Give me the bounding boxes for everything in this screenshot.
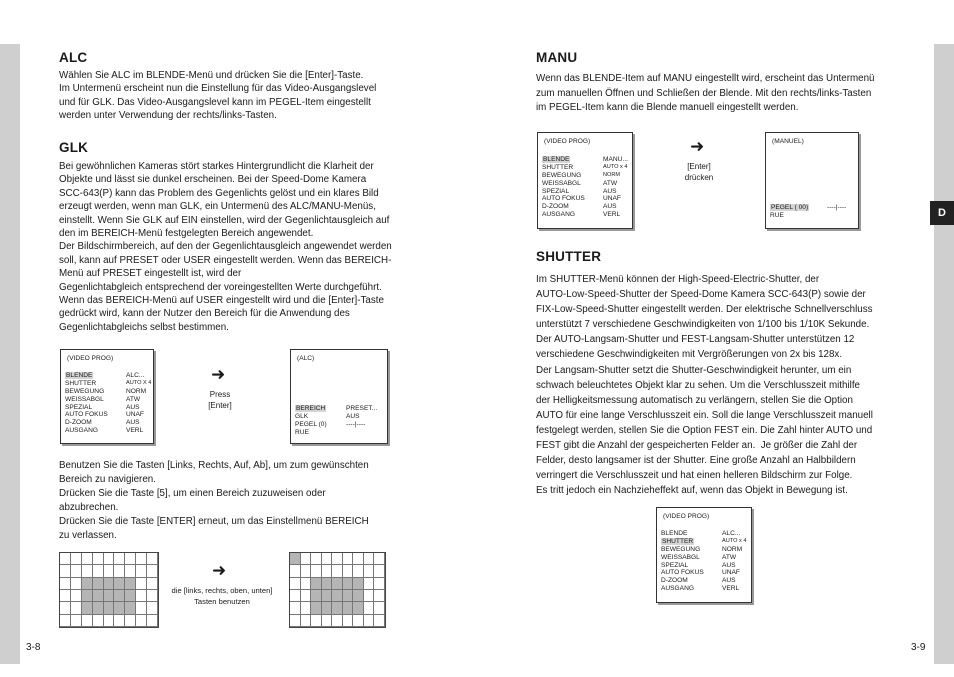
menu-title: (VIDEO PROG) (663, 513, 710, 520)
grid-cell-area (353, 590, 364, 602)
grid-cell-area (343, 602, 354, 614)
alc-submenu (290, 349, 388, 444)
menu-row (65, 427, 151, 435)
grid-cell (290, 615, 301, 627)
grid-cell-area (104, 590, 115, 602)
menu-key-highlighted: BLENDE (543, 156, 570, 163)
menu-row (661, 569, 746, 577)
grid-cell (322, 565, 333, 577)
grid-cell (71, 565, 82, 577)
menu-key: RUE (295, 428, 309, 436)
grid-cell (147, 565, 158, 577)
menu-key: BLENDE (661, 530, 688, 537)
menu-row (661, 538, 746, 546)
grid-cell-area (311, 578, 322, 590)
grid-cell (374, 602, 385, 614)
grid-cell-area (125, 578, 136, 590)
grid-cell (136, 565, 147, 577)
menu-row (542, 211, 628, 219)
menu-key: AUSGANG (542, 211, 575, 219)
grid-cell (136, 553, 147, 565)
grid-cell (147, 602, 158, 614)
menu-value: AUS (346, 412, 360, 420)
video-prog-menu-manu (537, 132, 633, 229)
menu-key: PEGEL (0) (295, 420, 327, 428)
grid-cell (332, 565, 343, 577)
grid-cell (374, 553, 385, 565)
menu-row (542, 156, 628, 164)
manuel-submenu (765, 132, 859, 229)
grid-cell (60, 590, 71, 602)
grid-cell (60, 553, 71, 565)
menu-key: AUTO FOKUS (661, 569, 704, 577)
grid-cell (374, 565, 385, 577)
grid-cell-area (114, 578, 125, 590)
menu-value: UNAF (126, 411, 144, 419)
menu-row (295, 421, 377, 429)
grid-cell (301, 615, 312, 627)
menu-key: WEISSABGL (661, 553, 700, 561)
menu-key: RUE (770, 211, 784, 219)
grid-cell (147, 590, 158, 602)
grid-cell (374, 578, 385, 590)
grid-cell-area (104, 602, 115, 614)
grid-cell (136, 615, 147, 627)
menu-value: AUTO X 4 (126, 379, 152, 386)
grid-cell (125, 553, 136, 565)
grid-cell (343, 553, 354, 565)
glk-heading: GLK (59, 140, 89, 155)
menu-row (661, 562, 746, 570)
grid-cell-area (332, 578, 343, 590)
right-arrow-icon: ➜ (211, 365, 226, 384)
press-enter-caption: Press [Enter] (208, 390, 232, 410)
grid-cell (60, 565, 71, 577)
navigation-instructions: Benutzen Sie die Tasten [Links, Rechts, Auf, Ab], um zum gewünschten Bereich zu navigieren. Drücken Sie die Taste [5], um einen Bereich zuzuweisen oder abzubrechen. Drücken Sie die Taste [ENTER] erneut, um das Einstellmenü BEREICH zu verlassen. (59, 460, 369, 541)
menu-value: ATW (722, 553, 737, 561)
grid-cell (114, 553, 125, 565)
grid-cell-area (82, 578, 93, 590)
page-number-left: 3-8 (26, 642, 41, 653)
area-grid-before (59, 552, 159, 628)
menu-row (65, 396, 151, 404)
menu-row (295, 429, 377, 437)
menu-row (65, 388, 151, 396)
grid-cell (301, 553, 312, 565)
grid-cell (93, 565, 104, 577)
menu-value: AUS (603, 187, 617, 195)
grid-cell-area (332, 590, 343, 602)
video-prog-menu-shutter (656, 507, 752, 603)
grid-cell (290, 602, 301, 614)
section-tab-d: D (930, 201, 954, 225)
menu-key-highlighted: SHUTTER (662, 537, 694, 545)
grid-cell-area (322, 602, 333, 614)
grid-cell (147, 553, 158, 565)
menu-value: NORM (722, 545, 743, 553)
menu-value: AUS (603, 203, 617, 211)
grid-cell (104, 553, 115, 565)
grid-cell-area (332, 602, 343, 614)
menu-key: AUSGANG (65, 427, 98, 435)
grid-cell-area (104, 578, 115, 590)
grid-cell (93, 615, 104, 627)
menu-key: SPEZIAL (661, 561, 689, 569)
menu-value: ALC... (126, 372, 145, 379)
menu-row (295, 405, 377, 413)
enter-druecken-caption: [Enter] drücken (684, 162, 714, 182)
right-arrow-icon: ➜ (690, 137, 705, 156)
page-number-right: 3-9 (911, 642, 926, 653)
menu-value: UNAF (722, 569, 740, 577)
grid-cell (353, 553, 364, 565)
menu-value: UNAF (603, 195, 621, 203)
left-margin-stripe (0, 44, 20, 664)
video-prog-menu-alc (60, 349, 154, 444)
menu-row (661, 577, 746, 585)
menu-key-highlighted: BLENDE (66, 372, 93, 379)
grid-cell (364, 615, 375, 627)
grid-cell (114, 615, 125, 627)
menu-key: BEWEGUNG (65, 387, 105, 395)
grid-cell-area (311, 602, 322, 614)
glk-text: Bei gewöhnlichen Kameras stört starkes Hintergrundlicht die Klarheit der Objekte und lässt sie dunkel erscheinen. Bei der Speed-Dome Kamera SCC-643(P) kann das Problem des Gegenlichts gelöst und ein klares Bild erzeugt werden, wenn man GLK, ein Untermenü des ALC/MANU-Menüs, einstellt. Wenn Sie GLK auf EIN einstellen, wird der Gegenlichtausgleich auf den im BEREICH-Menü festgelegten Bereich angewendet. Der Bildschirmbereich, auf den der Gegenlichtausgleich angewendet werden soll, kann auf PRESET oder USER eingestellt werden. Wenn das BEREICH- Menü auf PRESET eingestellt ist, wird der Gegenlichtabgleich entsprechend der voreingestellten Werte durchgeführt. Wenn das BEREICH-Menü auf USER eingestellt wird und die [Enter]-Taste gedrückt wird, kann der Nutzer den Bereich für die Anwendung des Gegenlichtabgleichs selbst bestimmen. (59, 161, 392, 333)
grid-cell (60, 578, 71, 590)
right-margin-stripe (934, 44, 954, 664)
menu-row (65, 411, 151, 419)
grid-cell-area (82, 602, 93, 614)
menu-row (65, 372, 151, 380)
grid-cell-area (343, 578, 354, 590)
menu-row (661, 546, 746, 554)
grid-cell (93, 553, 104, 565)
menu-row (661, 585, 746, 593)
menu-row (65, 404, 151, 412)
grid-cell (82, 615, 93, 627)
menu-key: AUTO FOKUS (542, 195, 585, 203)
menu-row (542, 188, 628, 196)
alc-text: Wählen Sie ALC im BLENDE-Menü und drücken Sie die [Enter]-Taste. Im Untermenü erscheint nun die Einstellung für das Video-Ausgangslevel und für GLK. Das Video-Ausgangslevel kann im PEGEL-Item eingestellt werden unter Verwendung der rechts/links-Tasten. (59, 70, 377, 122)
menu-title: (VIDEO PROG) (67, 355, 114, 362)
grid-cell (353, 565, 364, 577)
menu-value: AUTO x 4 (603, 163, 628, 170)
menu-key: AUTO FOKUS (65, 411, 108, 419)
grid-cell-area (353, 602, 364, 614)
menu-key: GLK (295, 412, 309, 420)
menu-key: SHUTTER (542, 163, 574, 171)
grid-cell (301, 590, 312, 602)
grid-cell (82, 553, 93, 565)
grid-cell (374, 615, 385, 627)
grid-cell-area (125, 602, 136, 614)
menu-row (661, 554, 746, 562)
grid-cell (71, 602, 82, 614)
menu-key-highlighted: PEGEL ( 00) (771, 204, 809, 211)
grid-cell (71, 590, 82, 602)
grid-cell (322, 615, 333, 627)
grid-cell-area (353, 578, 364, 590)
menu-value: ATW (603, 179, 618, 187)
menu-row (770, 212, 846, 220)
menu-value: PRESET... (346, 405, 378, 412)
menu-key: BEWEGUNG (661, 545, 701, 553)
menu-row (770, 204, 846, 212)
grid-cell (60, 602, 71, 614)
grid-cell-selected (290, 553, 301, 565)
grid-cell (364, 565, 375, 577)
grid-cell (332, 615, 343, 627)
menu-value: ALC... (722, 530, 741, 537)
menu-value: AUS (126, 419, 140, 427)
menu-row (542, 195, 628, 203)
menu-key: D-ZOOM (65, 419, 92, 427)
grid-cell (71, 578, 82, 590)
grid-cell (136, 590, 147, 602)
grid-cell (301, 565, 312, 577)
grid-cell (136, 602, 147, 614)
menu-key: SHUTTER (65, 379, 97, 387)
manu-text: Wenn das BLENDE-Item auf MANU eingestellt wird, erscheint das Untermenü zum manuellen Öffnen und Schließen der Blende. Mit den rechts/links-Tasten im PEGEL-Item kann die Blende manuell eingestellt werden. (536, 73, 875, 113)
menu-value: AUS (722, 561, 736, 569)
grid-cell (71, 553, 82, 565)
menu-value: AUS (722, 577, 736, 585)
grid-cell (114, 565, 125, 577)
grid-cell (301, 602, 312, 614)
shutter-text: Im SHUTTER-Menü können der High-Speed-Electric-Shutter, der AUTO-Low-Speed-Shutter der Speed-Dome Kamera SCC-643(P) sowie der FIX-Low-Speed-Shutter eingestellt werden. Der elektrische Schnellverschluss unterstützt 7 verschiedene Geschwindigkeiten von 1/100 bis 1/10K Sekunde. Der AUTO-Langsam-Shutter und FEST-Langsam-Shutter unterstützen 12 verschiedene Geschwindigkeiten mit Vergrößerungen von 2x bis 128x. Der Langsam-Shutter setzt die Shutter-Geschwindigkeit herunter, um ein schwach beleuchtetes Objekt klar zu sehen. Um die Verschlusszeit mithilfe der Helligkeitsmessung automatisch zu verlängern, stellen Sie die Option AUTO für eine lange Verschlusszeit ein. Soll die lange Verschlusszeit manuell festgelegt werden, stellen Sie die Option FEST ein. Die Zahl hinter AUTO und FEST gibt die Anzahl der gespeicherten Felder an. Je größer die Zahl der Felder, desto langsamer ist der Shutter. Eine große Anzahl an Halbbildern verringert die Verschlusszeit und hat einen helleren Bildschirm zur Folge. Es tritt jedoch ein Nachzieheffekt auf, wenn das Objekt in Bewegung ist. (536, 274, 873, 497)
grid-cell (364, 590, 375, 602)
grid-cell (290, 590, 301, 602)
grid-cell (147, 578, 158, 590)
menu-key: WEISSABGL (542, 179, 581, 187)
menu-key: WEISSABGL (65, 395, 104, 403)
grid-navigation-caption: die [links, rechts, oben, unten] Tasten benutzen (171, 586, 273, 606)
grid-cell (311, 615, 322, 627)
menu-title: (VIDEO PROG) (544, 138, 591, 145)
grid-cell-area (82, 590, 93, 602)
grid-cell-area (93, 578, 104, 590)
grid-cell-area (114, 602, 125, 614)
menu-value: MANU... (603, 156, 628, 163)
menu-value: AUS (126, 403, 140, 411)
menu-title: (MANUEL) (772, 138, 804, 145)
grid-cell (311, 565, 322, 577)
grid-cell-area (322, 590, 333, 602)
grid-cell (343, 565, 354, 577)
grid-cell (311, 553, 322, 565)
grid-cell (364, 602, 375, 614)
grid-cell (364, 578, 375, 590)
menu-row (65, 380, 151, 388)
grid-cell-area (125, 590, 136, 602)
grid-cell (343, 615, 354, 627)
menu-value: AUTO x 4 (722, 537, 747, 544)
grid-cell (332, 553, 343, 565)
menu-value: VERL (126, 427, 144, 435)
grid-cell (290, 578, 301, 590)
menu-value: NORM (126, 387, 147, 395)
grid-cell-area (322, 578, 333, 590)
grid-cell (353, 615, 364, 627)
menu-key-highlighted: BEREICH (296, 405, 326, 412)
grid-cell-area (114, 590, 125, 602)
grid-cell (374, 590, 385, 602)
menu-row (661, 530, 746, 538)
grid-cell-area (343, 590, 354, 602)
grid-cell (136, 578, 147, 590)
menu-key: D-ZOOM (661, 577, 688, 585)
menu-key: SPEZIAL (542, 187, 570, 195)
area-grid-after (289, 552, 386, 628)
grid-cell-area (93, 590, 104, 602)
grid-cell (125, 565, 136, 577)
grid-cell (125, 615, 136, 627)
menu-value: VERL (722, 585, 740, 593)
manu-heading: MANU (536, 50, 578, 65)
right-arrow-icon: ➜ (212, 561, 227, 580)
grid-cell (364, 553, 375, 565)
grid-cell (301, 578, 312, 590)
grid-cell (104, 565, 115, 577)
grid-cell (322, 553, 333, 565)
menu-value: NORM (603, 171, 621, 178)
menu-value: VERL (603, 211, 621, 219)
menu-value: ----|---- (827, 204, 847, 211)
menu-row (542, 203, 628, 211)
grid-cell (147, 615, 158, 627)
menu-row (542, 164, 628, 172)
menu-key: AUSGANG (661, 585, 694, 593)
menu-key: SPEZIAL (65, 403, 93, 411)
menu-row (65, 419, 151, 427)
menu-key: BEWEGUNG (542, 171, 582, 179)
menu-title: (ALC) (297, 355, 315, 362)
grid-cell-area (311, 590, 322, 602)
grid-cell (104, 615, 115, 627)
menu-value: ----|---- (346, 420, 366, 428)
menu-key: D-ZOOM (542, 203, 569, 211)
alc-heading: ALC (59, 50, 88, 65)
grid-cell (71, 615, 82, 627)
menu-row (542, 180, 628, 188)
menu-value: ATW (126, 395, 141, 403)
grid-cell-area (93, 602, 104, 614)
grid-cell (82, 565, 93, 577)
grid-cell (60, 615, 71, 627)
menu-row (542, 172, 628, 180)
grid-cell (290, 565, 301, 577)
shutter-heading: SHUTTER (536, 249, 602, 264)
menu-row (295, 413, 377, 421)
